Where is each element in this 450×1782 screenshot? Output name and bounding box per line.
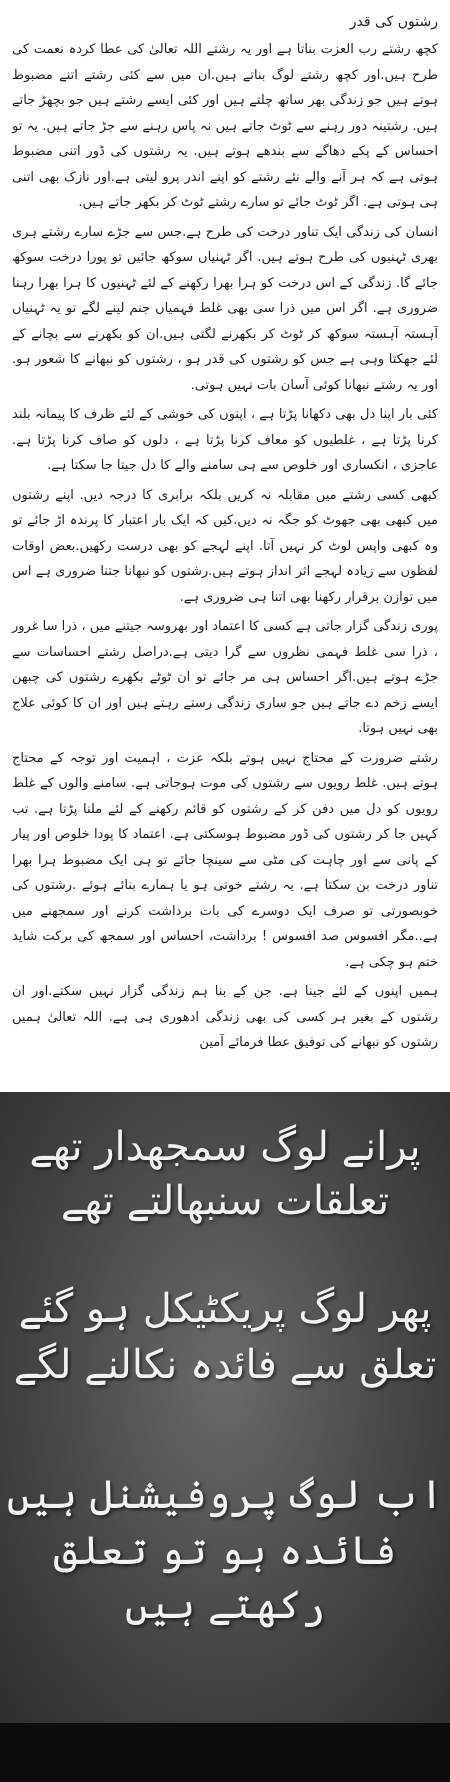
quote-poster-image bbox=[0, 1092, 450, 1723]
paragraph: کبھی کسی رشتے میں مقابلہ نہ کریں بلکہ برابری کا درجہ دیں. اپنے رشتوں میں کبھی بھی جھوٹ کو جگہ نہ دیں.کیں کہ ایک بار اعتبار کا پرندہ اڑ جائے تو وہ کبھی واپس لوٹ کر نہیں آتا. اپنے لہجے کو بھی درست رکھیں.بعض اوقات لفظوں سے زیادہ لہجے اثر انداز ہوتے ہیں.رشتوں کو نبھانا جتنا ضروری ہے اس میں توازن برقرار رکھنا بھی اتنا ہی ضروری ہے. bbox=[12, 487, 438, 605]
paragraph: پوری زندگی گزار جاتی ہے کسی کا اعتماد اور بھروسہ جیتنے میں ، ذرا سا غرور ، ذرا سی غلط فہمی نظروں سے گرا دیتی ہے.دراصل رشتے احساسات سے جڑے ہوتے ہیں.اگر احساس ہی مر جائے تو ان ٹوٹے بکھرے رشتوں کی چبھن ایسے زخم دے جاتے ہیں جو ساری زندگی رستے رہتے ہیں اور ان کا کوئی علاج بھی نہیں ہوتا. bbox=[12, 619, 438, 736]
paragraph: کچھ رشتے رب العزت بناتا ہے اور یہ رشتے اللہ تعالیٰ کی عطا کردہ نعمت کی طرح ہیں.اور کچھ رشتے لوگ بناتے ہیں.ان میں سے کئی رشتے اتنے مضبوط ہوتے ہیں جو زندگی بھر ساتھ چلتے ہیں اور کئی ایسے رشتے ہیں جو بچھڑ جاتے ہیں. رشتینہ دور رہنے سے ٹوٹ جاتے ہیں نہ پاس رہنے سے جڑ جاتے ہیں. یہ تو احساس کے پکے دھاگے سے بندھے ہوتے ہیں. یہ رشتوں کی ڈور اتنی مضبوط ہوتی ہے کہ ہر آنے والے نئے رشتے کو اپنے اندر پرو لیتی ہے.اور نازک بھی اتنی ہی ہوتی ہے. اگر ٹوٹ جائے تو سارے رشتے ٹوٹ کر بکھر جاتے ہیں. bbox=[12, 42, 438, 210]
article-title: رشتوں کی قدر bbox=[349, 14, 438, 30]
poster-line: پھر لوگ پریکٹیکل ہو گئے bbox=[18, 1286, 432, 1332]
bottom-bar bbox=[0, 1723, 450, 1782]
poster-line: پرانے لوگ سمجھدار تھے bbox=[29, 1124, 421, 1170]
poster-line: تعلقات سنبھالتے تھے bbox=[60, 1178, 390, 1224]
paragraph: ہمیں اپنوں کے لئے جینا ہے. جن کے بنا ہم زندگی گزار نہیں سکتے.اور ان رشتوں کے بغیر ہر کسی کی بھی زندگی ادھوری ہی ہے. اللہ تعالیٰ ہمیں رشتوں کو نبھانے کی توفیق عطا فرمائے آمین bbox=[12, 984, 438, 1050]
poster-line: اب لوگ پروفیشنل ہیں bbox=[6, 1472, 444, 1518]
poster-line: فائدہ ہو تو تعلق رکھتے ہیں bbox=[53, 1528, 397, 1628]
poster-line: تعلق سے فائدہ نکالنے لگے bbox=[13, 1342, 437, 1388]
paragraph: کئی بار اپنا دل بھی دکھانا پڑتا ہے ، اپنوں کی خوشی کے لئے ظرف کا پیمانہ بلند کرنا پڑتا ہے ، غلطیوں کو معاف کرنا پڑتا ہے ، دلوں کو صاف کرنا پڑتا ہے. عاجزی ، انکساری اور خلوص سے ہی سامنے والے کا دل جیتا جا سکتا ہے. bbox=[12, 407, 438, 473]
paragraph: انسان کی زندگی ایک تناور درخت کی طرح ہے.جس سے جڑے سارے رشتے ہری بھری ٹہنیوں کی طرح ہوتے ہیں. اگر ٹہنیاں سوکھ جائیں تو پورا درخت سوکھ جائے گا. زندگی کے اس درخت کو ہرا بھرا رکھنے کے لئے ٹہنیوں کا ہرا بھرا رہنا ضروری ہے. اگر اس میں ذرا سی بھی غلط فہمیاں جنم لینے لگے تو یہ ٹہنیاں آہستہ آہستہ سوکھ کر ٹوٹ کر بکھرنے لگتی ہیں.ان کو بکھرنے سے بچانے کے لئے جھکتا وہی ہے جس کو رشتوں کی قدر ہو ، رشتوں کو نبھانے کا شعور ہو. اور یہ رشتے نبھانا کوئی آسان بات نہیں ہوتی. bbox=[12, 224, 438, 393]
paragraph: رشتے ضرورت کے محتاج نہیں ہوتے بلکہ عزت ، اہمیت اور توجہ کے محتاج ہوتے ہیں. غلط رویوں سے رشتوں کی موت ہوجاتی ہے. سامنے والوں کے غلط رویوں کو دل میں دفن کر کے رشتوں کو قائم رکھنے کے لئے ملنا پڑتا ہے. تب کہیں جا کر رشتوں کی ڈور مضبوط ہوسکتی ہے. اعتماد کا پودا خلوص اور پیار کے پانی سے اور چاہت کی مٹی سے سینچا جائے تو ہی ایک مضبوط ہرا بھرا تناور درخت بن سکتا ہے. یہ رشتے خونی ہو یا ہمارے بنائے ہوئے .رشتوں کی خوبصورتی تو صرف ایک دوسرے کی بات برداشت کرنے اور سمجھنے میں ہے..مگر افسوس صد افسوس ! برداشت، احساس اور سمجھ کی برکت شاید ختم ہو چکی ہے. bbox=[12, 750, 438, 970]
